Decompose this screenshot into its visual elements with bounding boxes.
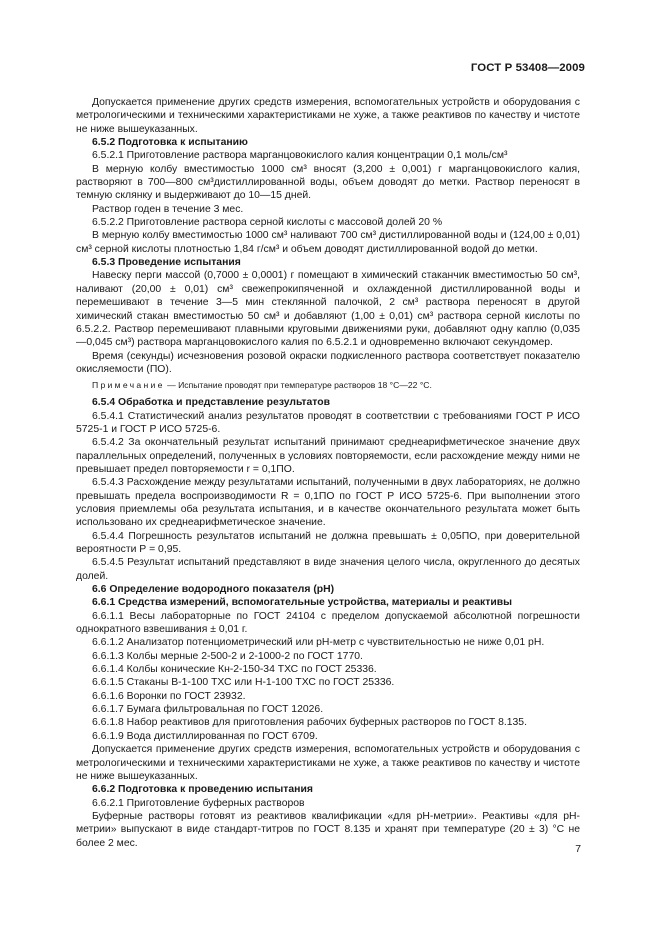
section-heading: 6.5.4 Обработка и представление результатов bbox=[92, 397, 330, 409]
body-paragraph: Допускается применение других средств измерения, вспомогательных устройств и оборудования с метрологическими и техническими характеристиками не хуже, а также реактивов по качеству и чистоте не ниже вышеуказанных. bbox=[76, 97, 580, 135]
body-paragraph: 6.6.1.3 Колбы мерные 2-500-2 и 2-1000-2 по ГОСТ 1770. bbox=[92, 650, 363, 662]
section-heading: 6.6.2 Подготовка к проведению испытания bbox=[92, 784, 313, 796]
body-paragraph: 6.6.1.9 Вода дистиллированная по ГОСТ 6709. bbox=[92, 730, 318, 742]
body-paragraph: Буферные растворы готовят из реактивов квалификации «для рН-метрии». Реактивы «для рН-метрии» выпускают в виде стандарт-титров по ГОСТ 8.135 и хранят при температуре (20 ± 3) °С не более 2 мес. bbox=[76, 810, 580, 849]
page-number: 7 bbox=[575, 844, 581, 855]
body-paragraph: 6.5.4.4 Погрешность результатов испытаний не должна превышать ± 0,05ПО, при доверительной вероятности Р = 0,95. bbox=[76, 530, 580, 555]
section-heading: 6.6.1 Средства измерений, вспомогательные устройства, материалы и реактивы bbox=[92, 597, 512, 609]
section-heading: 6.6 Определение водородного показателя (рН) bbox=[92, 584, 335, 596]
body-paragraph: 6.5.2.1 Приготовление раствора марганцовокислого калия концентрации 0,1 моль/см³ bbox=[92, 150, 508, 162]
note-text: — Испытание проводят при температуре растворов 18 °С—22 °С. bbox=[164, 380, 432, 391]
body-paragraph: 6.6.2.1 Приготовление буферных растворов bbox=[92, 797, 305, 809]
body-paragraph: 6.6.1.2 Анализатор потенциометрический или рН-метр с чувствительностью не ниже 0,01 рН. bbox=[92, 637, 545, 649]
body-paragraph: 6.6.1.7 Бумага фильтровальная по ГОСТ 12026. bbox=[92, 704, 324, 716]
document-id-header: ГОСТ Р 53408—2009 bbox=[470, 62, 585, 74]
body-paragraph: 6.5.4.5 Результат испытаний представляют в виде значения целого числа, округленного до десятых долей. bbox=[76, 557, 580, 582]
body-paragraph: Допускается применение других средств измерения, вспомогательных устройств и оборудования с метрологическими и техническими характеристиками не хуже, а также реактивов по качеству и чистоте не ниже вышеуказанных. bbox=[76, 744, 580, 782]
body-paragraph: 6.5.2.2 Приготовление раствора серной кислоты с массовой долей 20 % bbox=[92, 217, 443, 229]
body-paragraph: В мерную колбу вместимостью 1000 см³ наливают 700 см³ дистиллированной воды и (124,00 ± 0,01) см³ серной кислоты плотностью 1,84 г/см³ и объем доводят дистиллированной водой до метки. bbox=[76, 230, 580, 255]
body-paragraph: Время (секунды) исчезновения розовой окраски подкисленного раствора соответствует показателю окисляемости (ПО). bbox=[76, 350, 580, 375]
body-paragraph: 6.6.1.1 Весы лабораторные по ГОСТ 24104 с пределом допускаемой абсолютной погрешности однократного взвешивания ± 0,01 г. bbox=[76, 610, 580, 636]
section-heading: 6.5.2 Подготовка к испытанию bbox=[92, 137, 248, 149]
body-paragraph: В мерную колбу вместимостью 1000 см³ вносят (3,200 ± 0,001) г марганцовокислого калия, растворяют в 700—800 см³дистиллированной воды, объем доводят до метки. Раствор переносят в темную склянку и выдерживают до 10—15 дней. bbox=[76, 163, 580, 202]
body-paragraph: 6.6.1.5 Стаканы В-1-100 ТХС или Н-1-100 ТХС по ГОСТ 25336. bbox=[92, 677, 395, 689]
section-heading: 6.5.3 Проведение испытания bbox=[92, 257, 241, 269]
body-paragraph: 6.5.4.3 Расхождение между результатами испытаний, полученными в двух лабораториях, не должно превышать предела воспроизводимости R = 0,1ПО по ГОСТ Р ИСО 5725-6. При выполнении этого условия приемлемы оба результата испытания, и в качестве окончательного результата может быть использовано их среднеарифметическое значение. bbox=[76, 477, 580, 529]
body-paragraph: 6.5.4.1 Статистический анализ результатов проводят в соответствии с требованиями ГОСТ Р ИСО 5725-1 и ГОСТ Р ИСО 5725-6. bbox=[76, 410, 580, 435]
note-label: Примечание bbox=[92, 380, 165, 391]
body-paragraph: Раствор годен в течение 3 мес. bbox=[92, 203, 244, 215]
body-paragraph: 6.6.1.8 Набор реактивов для приготовления рабочих буферных растворов по ГОСТ 8.135. bbox=[92, 717, 527, 729]
document-body bbox=[76, 96, 580, 850]
body-paragraph: 6.6.1.4 Колбы конические Кн-2-150-34 ТХС по ГОСТ 25336. bbox=[92, 664, 377, 676]
body-paragraph: Навеску перги массой (0,7000 ± 0,0001) г помещают в химический стаканчик вместимостью 50 см³, наливают (20,00 ± 0,01) см³ свежепрокипяченной и охлажденной дистиллированной воды и перемешивают в течение 3—5 мин стеклянной палочкой, 2 см³ раствора переносят в другой химический стакан вместимостью 50 см³ и добавляют (1,00 ± 0,01) см³ раствора серной кислоты по 6.5.2.2. Раствор перемешивают плавными круговыми движениями руки, добавляют одну каплю (0,035—0,045 см³) раствора марганцовокислого калия по 6.5.2.1 и одновременно включают секундомер. bbox=[76, 270, 580, 349]
body-paragraph: 6.6.1.6 Воронки по ГОСТ 23932. bbox=[92, 690, 246, 702]
body-paragraph: 6.5.4.2 За окончательный результат испытаний принимают среднеарифметическое значение двух параллельных определений, полученных в условиях повторяемости, если расхождение между ними не превышает предел повторяемости r = 0,1ПО. bbox=[76, 437, 580, 475]
note-paragraph bbox=[76, 379, 580, 392]
